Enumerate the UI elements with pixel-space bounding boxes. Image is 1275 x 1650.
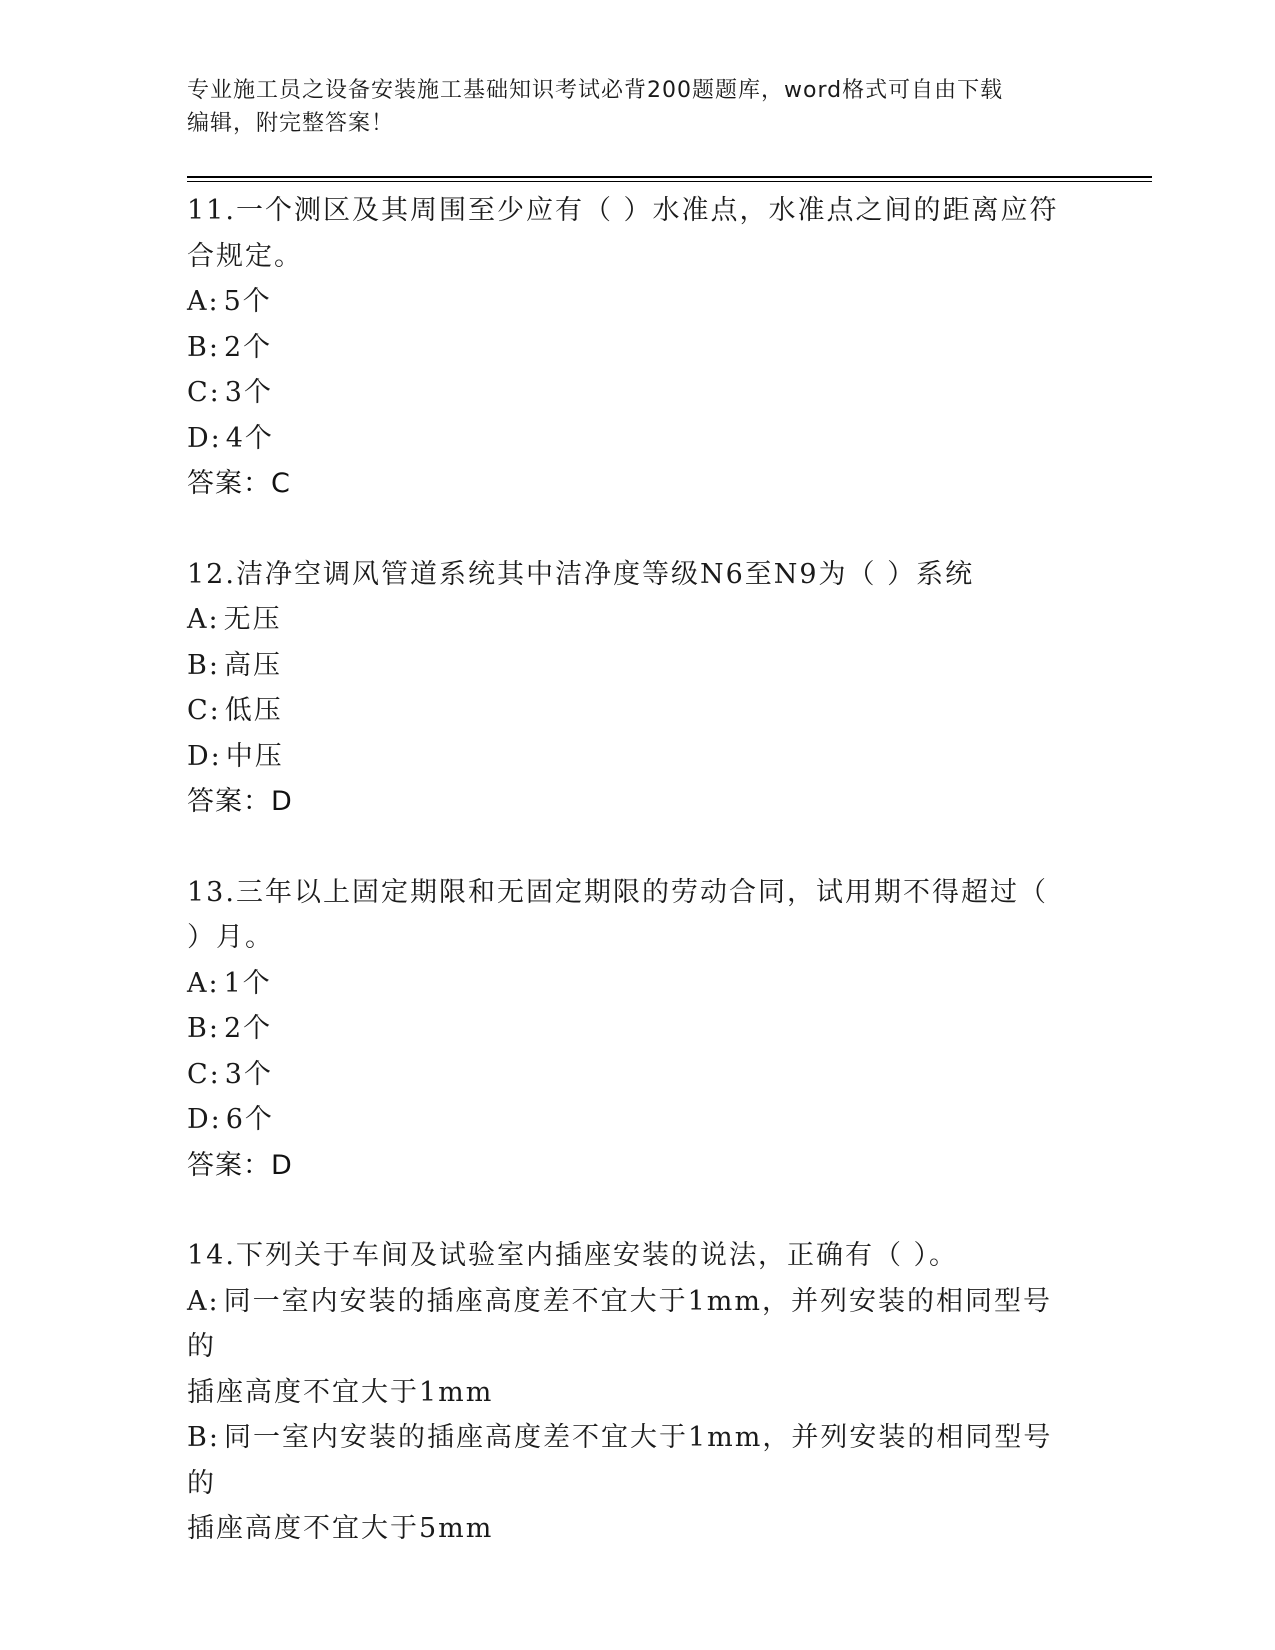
option-c <box>187 370 1067 416</box>
option-b-continued: 插座高度不宜大于5mm <box>187 1513 494 1544</box>
option-text: 同一室内安装的插座高度差不宜大于1mm，并列安装的相同型号的 <box>187 1422 1053 1499</box>
option-c <box>187 688 1067 734</box>
option-label: D: <box>187 422 222 454</box>
question-stem-line: ）月。 <box>187 922 274 953</box>
option-label: D: <box>187 740 222 772</box>
header-title-line-2: 编辑，附完整答案！ <box>187 111 395 136</box>
option-text: 1个 <box>223 967 272 999</box>
option-a <box>187 961 1067 1007</box>
option-label: B: <box>187 331 220 363</box>
question-12 <box>187 552 1067 825</box>
answer-line: 答案：C <box>187 468 291 499</box>
option-a <box>187 597 1067 643</box>
option-label: C: <box>187 695 221 726</box>
option-label: B: <box>187 649 220 681</box>
option-b <box>187 643 1067 689</box>
option-text: 无压 <box>223 604 282 635</box>
question-11 <box>187 188 1067 507</box>
header-rule-thin <box>187 181 1152 182</box>
question-stem-line: 14.下列关于车间及试验室内插座安装的说法，正确有（ ）。 <box>187 1240 959 1271</box>
option-text: 3个 <box>224 377 273 408</box>
option-label: A: <box>187 286 220 317</box>
option-label: C: <box>187 1058 221 1090</box>
option-label: A: <box>187 967 220 999</box>
document-header <box>187 74 1067 140</box>
question-stem-line: 13.三年以上固定期限和无固定期限的劳动合同，试用期不得超过（ <box>187 876 1048 908</box>
option-text: 同一室内安装的插座高度差不宜大于1mm，并列安装的相同型号的 <box>187 1285 1052 1362</box>
answer-line: 答案：D <box>187 1149 293 1181</box>
option-text: 中压 <box>225 740 284 772</box>
option-text: 2个 <box>223 331 273 363</box>
option-text: 6个 <box>225 1104 274 1135</box>
option-text: 3个 <box>224 1058 273 1090</box>
option-text: 5个 <box>223 286 272 317</box>
option-a <box>187 1279 1067 1370</box>
option-text: 高压 <box>223 649 282 681</box>
option-text: 低压 <box>224 695 283 726</box>
option-label: B: <box>187 1422 220 1453</box>
question-13 <box>187 870 1067 1189</box>
option-b <box>187 325 1067 371</box>
option-a <box>187 279 1067 325</box>
option-label: A: <box>187 604 220 635</box>
option-d <box>187 416 1067 462</box>
answer-line: 答案：D <box>187 786 293 817</box>
question-list <box>187 188 1067 1597</box>
option-a-continued: 插座高度不宜大于1mm <box>187 1376 494 1408</box>
option-label: C: <box>187 377 221 408</box>
option-text: 2个 <box>223 1013 273 1044</box>
question-stem-line: 12.洁净空调风管道系统其中洁净度等级N6至N9为（ ）系统 <box>187 558 975 590</box>
header-rule-thick <box>187 176 1152 178</box>
option-label: D: <box>187 1104 222 1135</box>
option-b <box>187 1415 1067 1506</box>
question-14 <box>187 1233 1067 1552</box>
option-c <box>187 1052 1067 1098</box>
option-b <box>187 1006 1067 1052</box>
question-stem-line: 合规定。 <box>187 240 303 272</box>
header-title-line-1: 专业施工员之设备安装施工基础知识考试必背200题题库，word格式可自由下载 <box>187 78 1004 103</box>
option-label: A: <box>187 1285 220 1317</box>
option-d <box>187 1097 1067 1143</box>
option-text: 4个 <box>225 422 274 454</box>
option-d <box>187 734 1067 780</box>
option-label: B: <box>187 1013 220 1044</box>
question-stem-line: 11.一个测区及其周围至少应有（ ）水准点，水准点之间的距离应符 <box>187 195 1059 226</box>
